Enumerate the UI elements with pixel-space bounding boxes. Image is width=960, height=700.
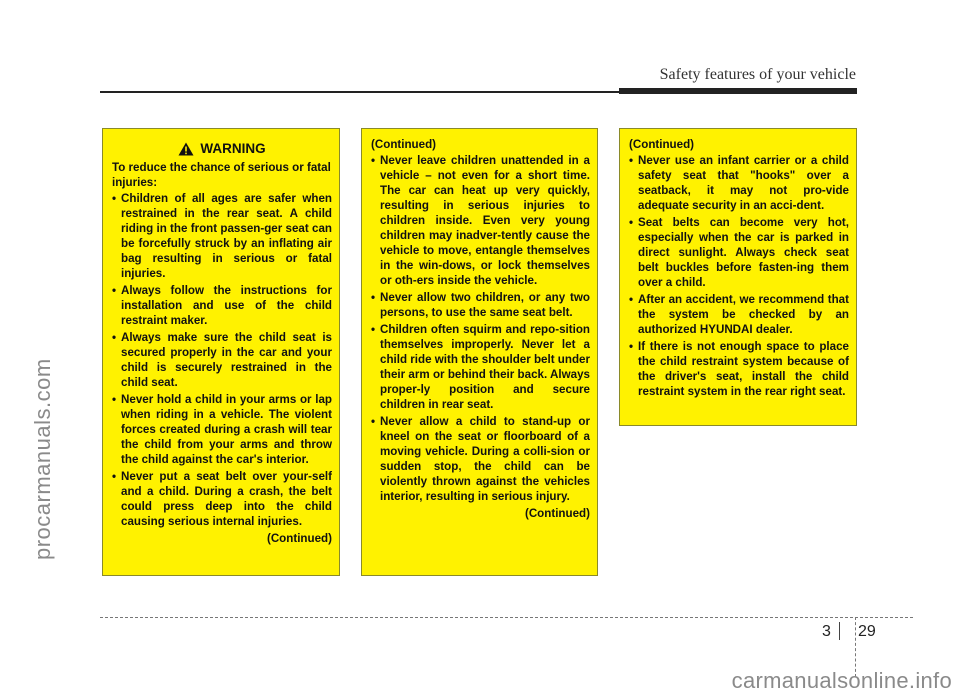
continued-label: (Continued): [629, 138, 695, 151]
warning-item: • Never use an infant carrier or a child safety seat that "hooks" over a seatback, it may not pro-vide adequate security in an acci-dent.: [629, 153, 849, 213]
section-title: Safety features of your vehicle: [659, 66, 856, 83]
warning-item: • Never put a seat belt over your-self and a child. During a crash, the belt could press deep into the child causing serious internal injuries.: [112, 469, 332, 529]
warning-box-2: [361, 128, 598, 576]
warning-item: • Never hold a child in your arms or lap when riding in a vehicle. The violent forces created during a crash will tear the child from your arms and throw the child against the car's interior.: [112, 392, 332, 467]
warning-list-3: [629, 153, 849, 399]
warning-item: • Never leave children unattended in a vehicle – not even for a short time. The car can heat up very quickly, resulting in serious injuries to children inside. Even very young children may inadver-tently cause the vehicle to move, entangle themselves in the win-dows, or lock themselves or oth-ers inside the vehicle.: [371, 153, 590, 288]
warning-intro: To reduce the chance of serious or fatal injuries:: [112, 161, 331, 189]
warning-item: • Children often squirm and repo-sition themselves improperly. Never let a child ride with the shoulder belt under their arm or behind their back. Always proper-ly position and secure children in rear seat.: [371, 322, 590, 412]
watermark-side: procarmanuals.com: [30, 358, 55, 560]
warning-box-1: [102, 128, 340, 576]
warning-item: • Seat belts can become very hot, especially when the car is parked in direct sunlight. Always check seat belt buckles before fasten-ing them over a child.: [629, 215, 849, 290]
warning-item: • Always make sure the child seat is secured properly in the car and your child is securely restrained in the child seat.: [112, 330, 332, 390]
warning-title: WARNING: [200, 141, 266, 156]
warning-list-2: [371, 153, 590, 504]
page-number: 29: [858, 623, 876, 640]
warning-item: • Never allow two children, or any two persons, to use the same seat belt.: [371, 290, 590, 320]
warning-item: • Children of all ages are safer when restrained in the rear seat. A child riding in the front passen-ger seat can be forcefully struck by an inflating air bag resulting in serious or fatal injuries.: [112, 191, 332, 281]
warning-box-3: [619, 128, 857, 426]
page-number-separator: [839, 622, 840, 640]
watermark-bottom: carmanualsonline.info: [731, 668, 952, 693]
continued-label: (Continued): [524, 507, 590, 520]
header-divider-accent: [619, 88, 857, 94]
warning-list-1: [112, 191, 332, 529]
warning-item: • After an accident, we recommend that the system be checked by an authorized HYUNDAI dealer.: [629, 292, 849, 337]
chapter-number: 3: [822, 623, 831, 640]
warning-item: • If there is not enough space to place the child restraint system because of the driver's seat, install the child restraint system in the rear right seat.: [629, 339, 849, 399]
continued-label: (Continued): [371, 138, 437, 151]
warning-heading: [112, 141, 332, 156]
warning-item: • Always follow the instructions for installation and use of the child restraint maker.: [112, 283, 332, 328]
warning-item: • Never allow a child to stand-up or kneel on the seat or floorboard of a moving vehicle. During a colli-sion or sudden stop, the child can be violently thrown against the vehicles interior, resulting in serious injury.: [371, 414, 590, 504]
footer-divider: [100, 617, 913, 618]
continued-label: (Continued): [266, 532, 332, 545]
warning-triangle-icon: [178, 142, 194, 156]
